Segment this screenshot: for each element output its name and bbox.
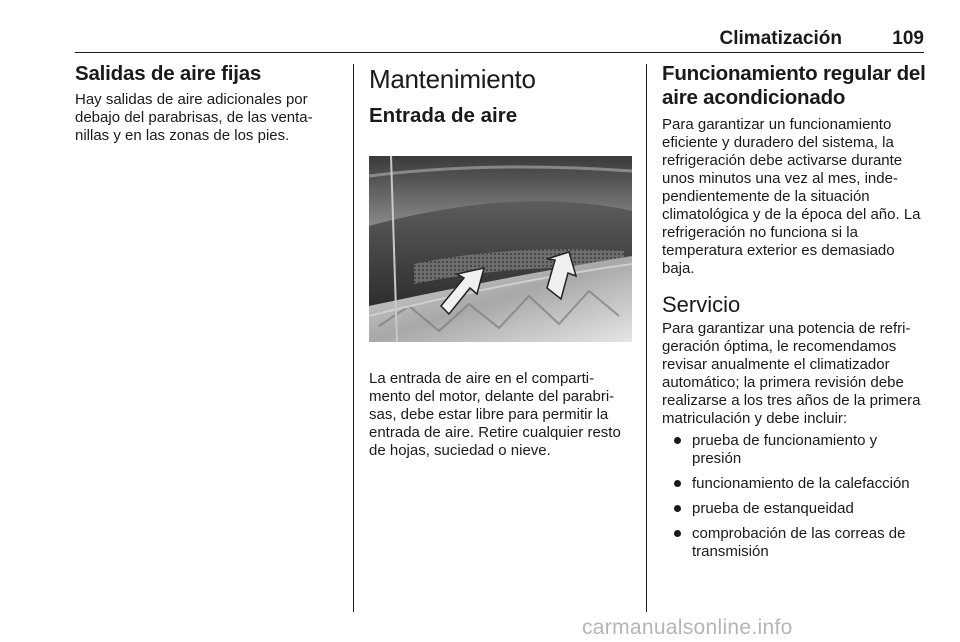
bullet-icon bbox=[674, 530, 681, 537]
header-rule bbox=[75, 52, 924, 53]
subheading-entrada-aire: Entrada de aire bbox=[369, 104, 518, 127]
section-heading-funcionamiento: Funcionamiento regular del aire acondicionado bbox=[662, 62, 926, 109]
page-header bbox=[75, 22, 924, 52]
air-intake-caption: La entrada de aire en el comparti-mento del motor, delante del parabri-sas, debe estar libre para permitir la entrada de aire. Retire cualquier resto de hojas, suciedad o nieve. bbox=[369, 370, 621, 459]
column-divider-2 bbox=[646, 64, 647, 612]
bullet-icon bbox=[674, 480, 681, 487]
list-item: prueba de estanqueidad bbox=[662, 500, 928, 518]
watermark: carmanualsonline.info bbox=[582, 616, 793, 639]
list-item: comprobación de las correas de transmisión bbox=[662, 525, 928, 561]
column-right bbox=[662, 62, 928, 568]
service-checklist bbox=[662, 432, 928, 561]
header-title: Climatización bbox=[719, 28, 842, 49]
section-text-salidas: Hay salidas de aire adicionales por debajo del parabrisas, de las venta-nillas y en las zonas de los pies. bbox=[75, 91, 313, 144]
bullet-icon bbox=[674, 505, 681, 512]
section-heading-servicio: Servicio bbox=[662, 292, 741, 317]
section-heading-salidas: Salidas de aire fijas bbox=[75, 62, 262, 85]
section-text-funcionamiento: Para garantizar un funcionamiento eficiente y duradero del sistema, la refrigeración debe activarse durante unos minutos una vez al mes, inde-pendientemente de la situación climatológica y de la época del año. La refrigeración no funciona si la temperatura exterior es demasiado baja. bbox=[662, 116, 921, 277]
column-left bbox=[75, 62, 345, 145]
chapter-heading-mantenimiento: Mantenimiento bbox=[369, 64, 536, 94]
list-item: prueba de funcionamiento y presión bbox=[662, 432, 928, 468]
section-text-servicio: Para garantizar una potencia de refri-geración óptima, le recomendamos revisar anualmente el climatizador automático; la primera revisión debe realizarse a los tres años de la primera matriculación y debe incluir: bbox=[662, 320, 921, 427]
page-number: 109 bbox=[892, 28, 924, 49]
list-item: funcionamiento de la calefacción bbox=[662, 475, 928, 493]
bullet-icon bbox=[674, 437, 681, 444]
column-middle bbox=[369, 62, 634, 460]
air-intake-illustration bbox=[369, 156, 632, 342]
column-divider-1 bbox=[353, 64, 354, 612]
air-intake-photo bbox=[369, 156, 632, 342]
